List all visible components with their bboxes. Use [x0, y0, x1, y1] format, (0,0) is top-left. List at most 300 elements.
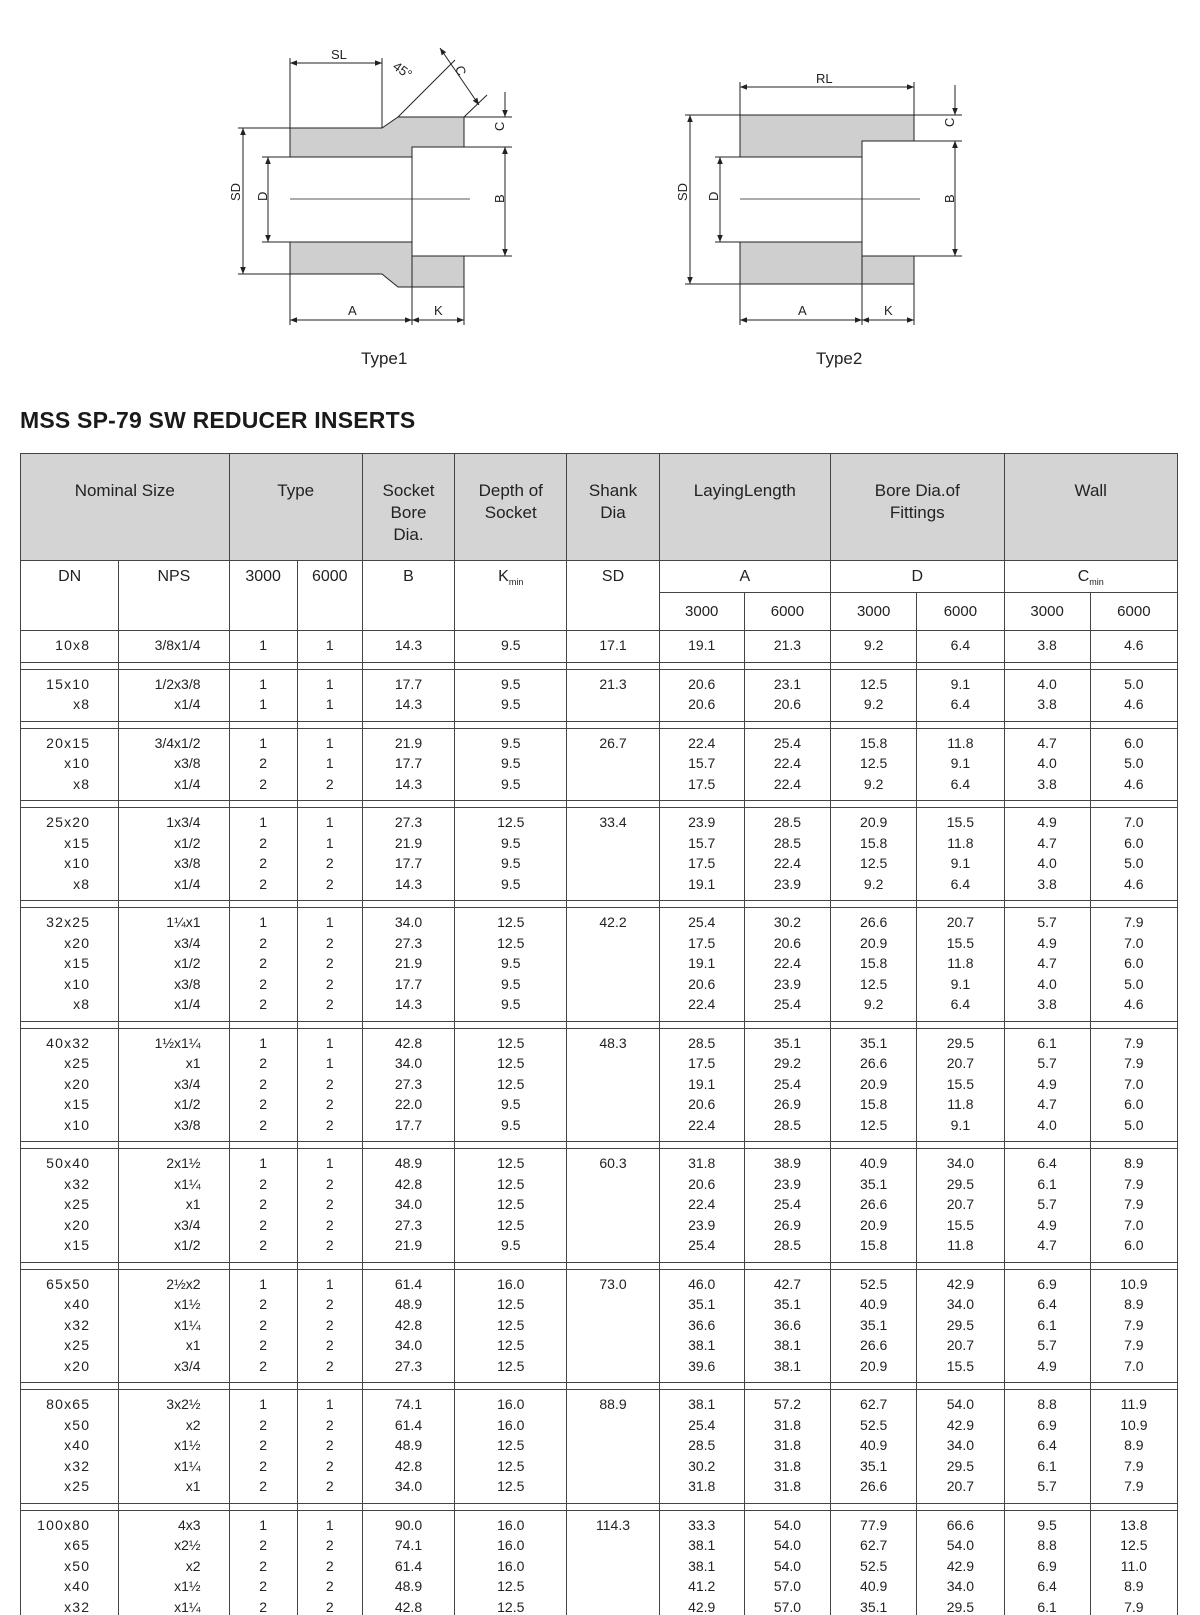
cell-a6000	[744, 908, 830, 1022]
cell-value: 65x50	[46, 1275, 91, 1292]
cell-value: 20.6	[688, 1175, 716, 1192]
cell-value: 22.4	[688, 996, 716, 1012]
cell-value: 28.5	[773, 1237, 802, 1253]
cell-value: 1	[259, 914, 268, 930]
cell-value: 9.1	[950, 675, 971, 692]
cell-value: 52.5	[860, 1416, 888, 1433]
cell-a3000	[659, 1149, 744, 1263]
cell-c6000	[1090, 1269, 1177, 1383]
cell-value: x10	[64, 755, 91, 771]
header-c-3000: 3000	[1004, 593, 1090, 631]
spacer-cell	[567, 1262, 659, 1269]
header-dn: DN	[21, 561, 119, 631]
cell-value: 4.7	[1037, 734, 1057, 751]
cell-value: 40x32	[46, 1034, 91, 1051]
cell-value: 42.9	[688, 1598, 716, 1615]
cell-value: 31.8	[773, 1457, 802, 1474]
cell-value: 19.1	[688, 875, 716, 892]
cell-value: 2	[325, 955, 334, 971]
header-a: A	[659, 561, 830, 593]
cell-value: 14.3	[394, 637, 423, 653]
cell-value: x2	[185, 1416, 201, 1433]
spacer-cell	[119, 801, 229, 808]
cell-value: 1	[259, 734, 268, 751]
cell-value: 54.0	[946, 1396, 974, 1412]
cell-value: x1½	[174, 1578, 201, 1594]
cell-d3000	[831, 808, 917, 901]
cell-t6000	[297, 808, 362, 901]
cell-value: 20.6	[688, 696, 716, 712]
cell-value: 23.9	[688, 1216, 716, 1233]
cell-value: 15.8	[860, 734, 888, 751]
cell-a3000	[659, 728, 744, 801]
cell-value: 29.2	[773, 1055, 802, 1071]
spacer-cell	[119, 901, 229, 908]
cell-value: 9.2	[863, 696, 884, 712]
cell-value: 7.0	[1124, 1357, 1144, 1374]
cell-value: 12.5	[497, 1337, 525, 1353]
cell-c3000	[1004, 1149, 1090, 1263]
table-row	[21, 1149, 1178, 1263]
type2-drawing	[685, 82, 962, 325]
cell-d6000	[917, 808, 1004, 901]
header-d-6000: 6000	[917, 593, 1004, 631]
cell-value: 38.1	[688, 1337, 716, 1353]
cell-b	[362, 669, 454, 721]
spacer-cell	[831, 1503, 917, 1510]
cell-value: 20.6	[688, 675, 716, 692]
header-depth-l2: Socket	[484, 503, 537, 522]
cell-value: 28.5	[773, 1116, 802, 1133]
cell-value: 2	[325, 1557, 334, 1574]
cell-value: 7.9	[1124, 1316, 1144, 1333]
header-shank-l2: Dia	[600, 503, 626, 522]
cell-value: 5.0	[1124, 755, 1144, 771]
cell-t3000	[229, 1510, 297, 1615]
cell-value: 35.1	[773, 1296, 802, 1312]
cell-value: 6.9	[1037, 1416, 1057, 1433]
spacer-cell	[567, 901, 659, 908]
cell-k	[455, 1028, 567, 1142]
cell-value: 5.0	[1124, 855, 1144, 871]
spacer-cell	[455, 901, 567, 908]
cell-d3000	[831, 1510, 917, 1615]
cell-value: 11.9	[1120, 1396, 1147, 1412]
cell-value: 15.8	[860, 955, 888, 971]
cell-value: 38.1	[773, 1337, 802, 1353]
spacer-cell	[297, 801, 362, 808]
cell-value: 4.6	[1124, 775, 1144, 792]
cell-c3000	[1004, 1028, 1090, 1142]
cell-value: 4x3	[177, 1516, 201, 1533]
cell-value: 2	[325, 996, 334, 1012]
cell-value: 4.9	[1037, 1216, 1057, 1233]
spacer-cell	[1090, 1262, 1177, 1269]
cell-value: 12.5	[860, 1116, 888, 1133]
cell-k	[455, 728, 567, 801]
cell-value: 27.3	[394, 814, 423, 830]
table-row	[21, 669, 1178, 721]
cell-value: 31.8	[773, 1416, 802, 1433]
cell-a3000	[659, 1028, 744, 1142]
cell-value: 5.0	[1124, 975, 1144, 992]
cell-value: 29.5	[946, 1316, 974, 1333]
cell-value: 8.9	[1124, 1155, 1144, 1171]
cell-value: 27.3	[394, 1357, 423, 1374]
cell-value: x3/4	[174, 1075, 201, 1092]
cell-value: x1/4	[174, 696, 201, 712]
cell-dn	[21, 728, 119, 801]
cell-value: 32x25	[46, 914, 91, 930]
cell-value: 2	[325, 1357, 334, 1374]
type2-body-bottom	[740, 242, 914, 284]
cell-value: 3.8	[1037, 775, 1057, 792]
cell-value: 12.5	[497, 914, 525, 930]
cell-value: 12.5	[497, 1175, 525, 1192]
cell-value: x32	[64, 1598, 91, 1615]
cell-value: x10	[64, 975, 91, 992]
spacer-cell	[831, 1021, 917, 1028]
cell-value: 2	[325, 1175, 334, 1192]
cell-value: 8.8	[1037, 1396, 1057, 1412]
cell-value: x8	[73, 696, 91, 712]
cell-value: 5.7	[1037, 914, 1057, 930]
cell-d3000	[831, 728, 917, 801]
header-k-symbol: K	[498, 568, 509, 585]
spacer-cell	[567, 1383, 659, 1390]
cell-k	[455, 1149, 567, 1263]
cell-value: 12.5	[860, 855, 888, 871]
cell-value: 12.5	[497, 1075, 525, 1092]
header-a-6000: 6000	[744, 593, 830, 631]
cell-value: 54.0	[773, 1516, 802, 1533]
cell-value: 9.1	[950, 755, 971, 771]
cell-value: 33.3	[688, 1516, 716, 1533]
cell-value: 9.5	[501, 834, 521, 851]
cell-value: x40	[64, 1296, 91, 1312]
table-row	[21, 1390, 1178, 1504]
cell-value: 23.9	[773, 875, 802, 892]
cell-value: 9.5	[501, 696, 521, 712]
cell-value: 7.9	[1124, 1478, 1144, 1494]
cell-value: 15.5	[946, 1216, 974, 1233]
spacer-cell	[119, 1262, 229, 1269]
cell-value: x32	[64, 1175, 91, 1192]
header-nominal-size-label: Nominal Size	[74, 481, 175, 500]
spacer-cell	[362, 1021, 454, 1028]
cell-value: 2	[325, 1537, 334, 1553]
header-depth-l1: Depth of	[478, 481, 543, 500]
spacer-cell	[362, 662, 454, 669]
cell-b	[362, 728, 454, 801]
cell-value: 6.0	[1124, 1237, 1144, 1253]
cell-t6000	[297, 1028, 362, 1142]
cell-value: 28.5	[773, 834, 802, 851]
cell-value: x25	[64, 1196, 91, 1212]
cell-b	[362, 1269, 454, 1383]
cell-value: 2	[259, 1357, 268, 1374]
cell-value: 20.9	[860, 1357, 888, 1374]
cell-value: 57.0	[773, 1578, 802, 1594]
cell-value: 2	[259, 975, 268, 992]
cell-value: 2	[325, 1416, 334, 1433]
cell-value: 1	[259, 675, 268, 692]
cell-value: 9.5	[501, 675, 521, 692]
cell-value: 42.9	[946, 1275, 974, 1292]
cell-value: x20	[64, 1216, 91, 1233]
type2-label-k: K	[884, 303, 893, 318]
cell-d3000	[831, 1149, 917, 1263]
cell-value: 25.4	[688, 914, 716, 930]
cell-dn	[21, 669, 119, 721]
spacer-cell	[455, 1383, 567, 1390]
cell-value: x1	[185, 1196, 201, 1212]
cell-d3000	[831, 669, 917, 721]
spacer-cell	[744, 1383, 830, 1390]
cell-dn	[21, 1149, 119, 1263]
cell-value: 2	[259, 1096, 268, 1112]
group-spacer	[21, 721, 1178, 728]
spacer-cell	[297, 721, 362, 728]
cell-value: 52.5	[860, 1557, 888, 1574]
cell-value: 20.9	[860, 1075, 888, 1092]
header-socket-bore-l3: Dia.	[393, 525, 424, 544]
cell-value: 15x10	[46, 675, 91, 692]
cell-value: 42.2	[599, 914, 627, 930]
cell-value: 2	[259, 1116, 268, 1133]
cell-value: 6.9	[1037, 1557, 1057, 1574]
cell-value: 9.5	[501, 755, 521, 771]
cell-value: 1¼x1	[166, 914, 201, 930]
type1-label-a: A	[348, 303, 357, 318]
header-d: D	[831, 561, 1004, 593]
cell-value: 6.0	[1124, 1096, 1144, 1112]
spacer-cell	[1090, 1383, 1177, 1390]
spacer-cell	[1090, 801, 1177, 808]
spacer-cell	[297, 1142, 362, 1149]
cell-value: 2	[325, 1116, 334, 1133]
cell-value: 26.6	[860, 1478, 888, 1494]
cell-value: 9.5	[501, 1116, 521, 1133]
cell-value: 12.5	[497, 1196, 525, 1212]
cell-value: 2	[325, 775, 334, 792]
cell-value: 1	[325, 1155, 334, 1171]
drawing-area	[0, 0, 1200, 385]
cell-value: 20.7	[946, 914, 974, 930]
cell-value: 40.9	[860, 1437, 888, 1453]
header-k	[455, 561, 567, 631]
cell-value: 28.5	[773, 814, 802, 830]
spacer-cell	[831, 1142, 917, 1149]
cell-a6000	[744, 631, 830, 663]
cell-value: 34.0	[946, 1578, 974, 1594]
type1-label-sl: SL	[331, 47, 347, 62]
spacer-cell	[362, 1142, 454, 1149]
cell-value: 25.4	[773, 1196, 802, 1212]
cell-value: 60.3	[599, 1155, 627, 1171]
group-spacer	[21, 1503, 1178, 1510]
spacer-cell	[229, 801, 297, 808]
cell-value: 19.1	[688, 637, 716, 653]
cell-b	[362, 1149, 454, 1263]
cell-value: 2	[259, 1216, 268, 1233]
cell-c6000	[1090, 669, 1177, 721]
header-d-3000: 3000	[831, 593, 917, 631]
header-type-3000: 3000	[229, 561, 297, 631]
cell-value: 12.5	[497, 814, 525, 830]
cell-value: 12.5	[497, 934, 525, 951]
cell-value: 20x15	[46, 734, 91, 751]
cell-value: 2	[259, 1537, 268, 1553]
cell-value: 34.0	[946, 1437, 974, 1453]
type2-label-d: D	[706, 191, 721, 201]
header-socket-bore	[362, 454, 454, 561]
cell-value: 42.8	[394, 1598, 423, 1615]
spacer-cell	[659, 1142, 744, 1149]
spec-table	[20, 453, 1178, 1615]
cell-d3000	[831, 908, 917, 1022]
cell-value: 48.9	[394, 1155, 423, 1171]
cell-value: 42.8	[394, 1034, 423, 1051]
cell-c3000	[1004, 808, 1090, 901]
spacer-cell	[119, 1503, 229, 1510]
cell-t6000	[297, 908, 362, 1022]
cell-t6000	[297, 1149, 362, 1263]
cell-nps	[119, 1269, 229, 1383]
cell-value: x1	[185, 1478, 201, 1494]
cell-value: 19.1	[688, 1075, 716, 1092]
cell-value: 2	[259, 855, 268, 871]
cell-b	[362, 631, 454, 663]
cell-dn	[21, 631, 119, 663]
cell-value: 12.5	[860, 975, 888, 992]
cell-value: 14.3	[394, 775, 423, 792]
cell-value: 22.4	[688, 1116, 716, 1133]
cell-c6000	[1090, 1149, 1177, 1263]
cell-value: 54.0	[773, 1537, 802, 1553]
cell-value: 90.0	[394, 1516, 423, 1533]
cell-value: 9.1	[950, 1116, 971, 1133]
spacer-cell	[229, 721, 297, 728]
cell-value: 2	[259, 1196, 268, 1212]
cell-value: 1	[325, 755, 334, 771]
cell-value: 35.1	[860, 1034, 888, 1051]
cell-value: 9.5	[1037, 1516, 1057, 1533]
header-c-symbol: C	[1077, 568, 1090, 585]
cell-value: 12.5	[1120, 1537, 1148, 1553]
cell-value: 5.0	[1124, 675, 1144, 692]
cell-value: 2	[325, 975, 334, 992]
cell-value: 6.4	[1037, 1296, 1057, 1312]
cell-value: 48.9	[394, 1296, 423, 1312]
cell-value: 9.5	[501, 855, 521, 871]
cell-value: 8.9	[1124, 1296, 1144, 1312]
cell-t3000	[229, 808, 297, 901]
spacer-cell	[1090, 901, 1177, 908]
cell-value: 2	[259, 1557, 268, 1574]
header-c	[1004, 561, 1178, 593]
spacer-cell	[831, 662, 917, 669]
cell-value: 7.0	[1124, 934, 1144, 951]
cell-value: 9.1	[950, 855, 971, 871]
cell-value: 80x65	[46, 1396, 91, 1412]
cell-value: 22.4	[773, 755, 802, 771]
cell-value: 31.8	[688, 1155, 716, 1171]
cell-value: 73.0	[599, 1275, 627, 1292]
cell-value: 2	[325, 1216, 334, 1233]
cell-value: 16.0	[497, 1537, 525, 1553]
type2-label-c-side: C	[942, 117, 957, 127]
spacer-cell	[455, 1142, 567, 1149]
cell-value: 3.8	[1037, 637, 1057, 653]
cell-dn	[21, 1510, 119, 1615]
cell-value: 28.5	[688, 1437, 716, 1453]
cell-value: x1½	[174, 1296, 201, 1312]
spacer-cell	[455, 721, 567, 728]
cell-sd	[567, 728, 659, 801]
cell-value: 6.4	[950, 775, 971, 792]
cell-value: 15.5	[946, 1075, 974, 1092]
cell-a6000	[744, 1390, 830, 1504]
group-spacer	[21, 1021, 1178, 1028]
cell-value: 26.7	[599, 734, 627, 751]
cell-sd	[567, 908, 659, 1022]
cell-value: x40	[64, 1578, 91, 1594]
spacer-cell	[744, 901, 830, 908]
cell-t3000	[229, 1149, 297, 1263]
cell-value: 19.1	[688, 955, 716, 971]
cell-value: 35.1	[688, 1296, 716, 1312]
cell-value: 1½x1¼	[154, 1034, 201, 1051]
spacer-cell	[917, 662, 1004, 669]
cell-value: 61.4	[394, 1275, 423, 1292]
cell-value: 12.5	[497, 1216, 525, 1233]
spacer-cell	[362, 1262, 454, 1269]
cell-value: 6.0	[1124, 834, 1144, 851]
cell-value: 3x2½	[166, 1396, 201, 1412]
cell-value: 1	[325, 1516, 334, 1533]
cell-value: 1	[259, 814, 268, 830]
cell-value: 1	[325, 914, 334, 930]
cell-value: 4.9	[1037, 934, 1057, 951]
cell-value: 74.1	[394, 1537, 423, 1553]
cell-value: 6.4	[950, 996, 971, 1012]
cell-value: x1	[185, 1055, 201, 1071]
type1-label-c-side: C	[492, 121, 507, 131]
cell-value: x1¼	[174, 1175, 201, 1192]
header-c-6000: 6000	[1090, 593, 1177, 631]
cell-value: 17.7	[394, 855, 423, 871]
cell-value: 9.5	[501, 875, 521, 892]
type2-body-top	[740, 115, 914, 157]
cell-value: 5.0	[1124, 1116, 1144, 1133]
group-spacer	[21, 662, 1178, 669]
cell-value: x10	[64, 855, 91, 871]
cell-sd	[567, 631, 659, 663]
table-row	[21, 631, 1178, 663]
type1-label-c-top: C	[452, 63, 470, 78]
cell-value: 7.9	[1124, 1055, 1144, 1071]
cell-value: 1x3/4	[166, 814, 201, 830]
cell-value: 3/8x1/4	[154, 637, 201, 653]
spacer-cell	[21, 1262, 119, 1269]
cell-value: 12.5	[497, 1457, 525, 1474]
spacer-cell	[744, 662, 830, 669]
cell-value: 7.9	[1124, 1457, 1144, 1474]
cell-value: 16.0	[497, 1396, 525, 1412]
cell-value: 6.1	[1037, 1034, 1057, 1051]
cell-value: 2	[259, 775, 268, 792]
